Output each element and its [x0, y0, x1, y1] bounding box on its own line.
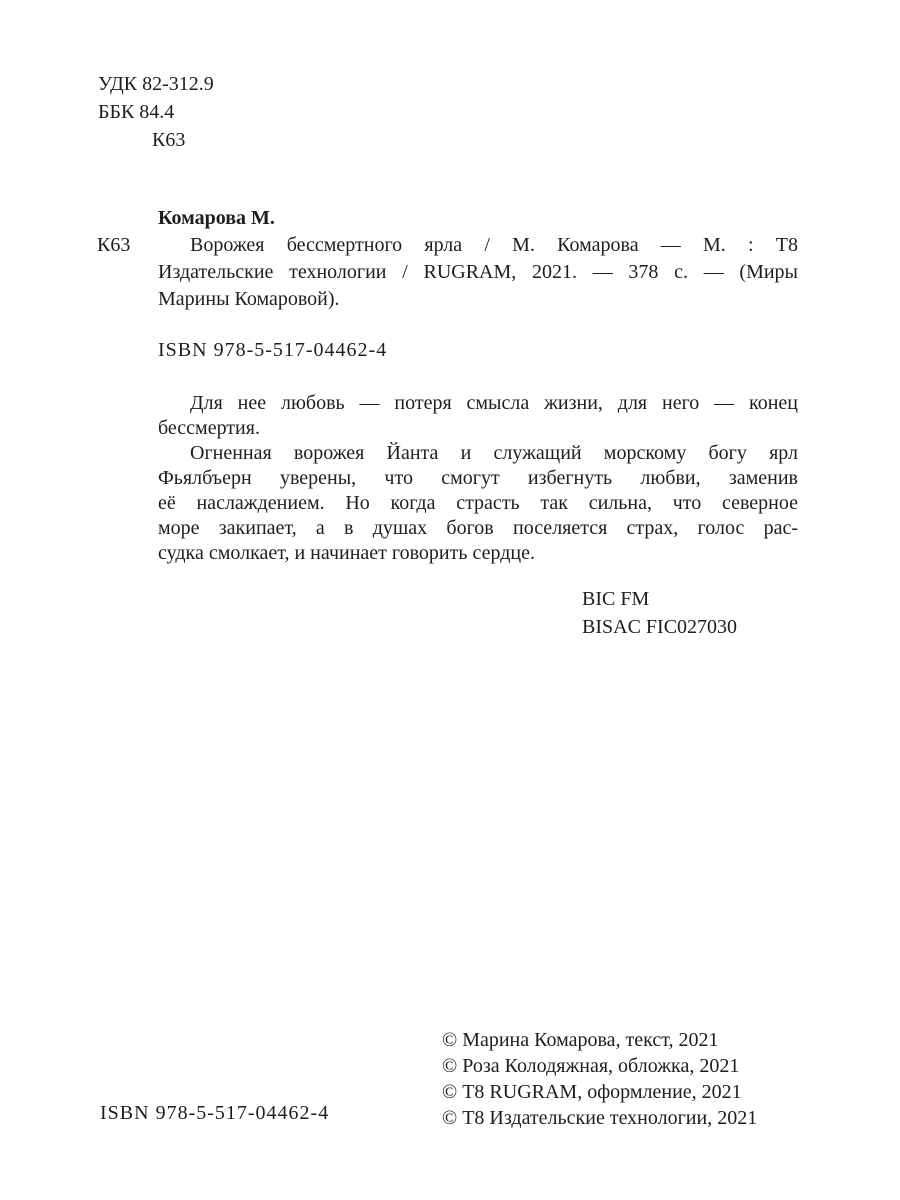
annotation-line: её наслаждением. Но когда страсть так сильна, что северное: [158, 492, 798, 514]
bibliographic-entry: [97, 205, 798, 313]
bib-entry-line: Марины Комаровой).: [158, 288, 340, 310]
annotation-line: судка смолкает, и начинает говорить сердце.: [158, 542, 535, 564]
annotation-line: Огненная ворожея Йанта и служащий морскому богу ярл: [190, 442, 798, 464]
copyright-line: © Марина Комарова, текст, 2021: [442, 1029, 719, 1051]
udk-code: УДК 82-312.9: [98, 73, 214, 95]
copyright-block: [442, 1027, 757, 1131]
bib-author: Комарова М.: [158, 207, 275, 229]
bib-entry-line: Издательские технологии / RUGRAM, 2021. — 378 с. — (Миры: [158, 261, 798, 283]
copyright-line: © Роза Колодяжная, обложка, 2021: [442, 1055, 740, 1077]
copyright-line: © Т8 RUGRAM, оформление, 2021: [442, 1081, 742, 1103]
bic-code: BIC FM: [582, 588, 650, 610]
isbn-mid: ISBN 978-5-517-04462-4: [158, 339, 388, 361]
bbk-code: ББК 84.4: [98, 101, 175, 123]
annotation-line: Фьялбъерн уверены, что смогут избегнуть любви, заменив: [158, 467, 798, 489]
classification-codes-block: [98, 70, 214, 154]
bisac-code: BISAC FIC027030: [582, 616, 738, 638]
copyright-line: © Т8 Издательские технологии, 2021: [442, 1107, 758, 1129]
trade-classification-block: [582, 585, 737, 641]
annotation-block: [158, 391, 798, 566]
bib-entry-line: Ворожея бессмертного ярла / М. Комарова — М. : Т8: [190, 234, 798, 256]
author-sign-code: К63: [152, 129, 186, 151]
annotation-line: Для нее любовь — потеря смысла жизни, для него — конец: [190, 392, 798, 414]
annotation-line: море закипает, а в душах богов поселяется страх, голос рас-: [158, 517, 798, 539]
annotation-line: бессмертия.: [158, 417, 260, 439]
isbn-bottom: ISBN 978-5-517-04462-4: [100, 1102, 330, 1124]
bib-hanging-code: К63: [97, 234, 131, 256]
